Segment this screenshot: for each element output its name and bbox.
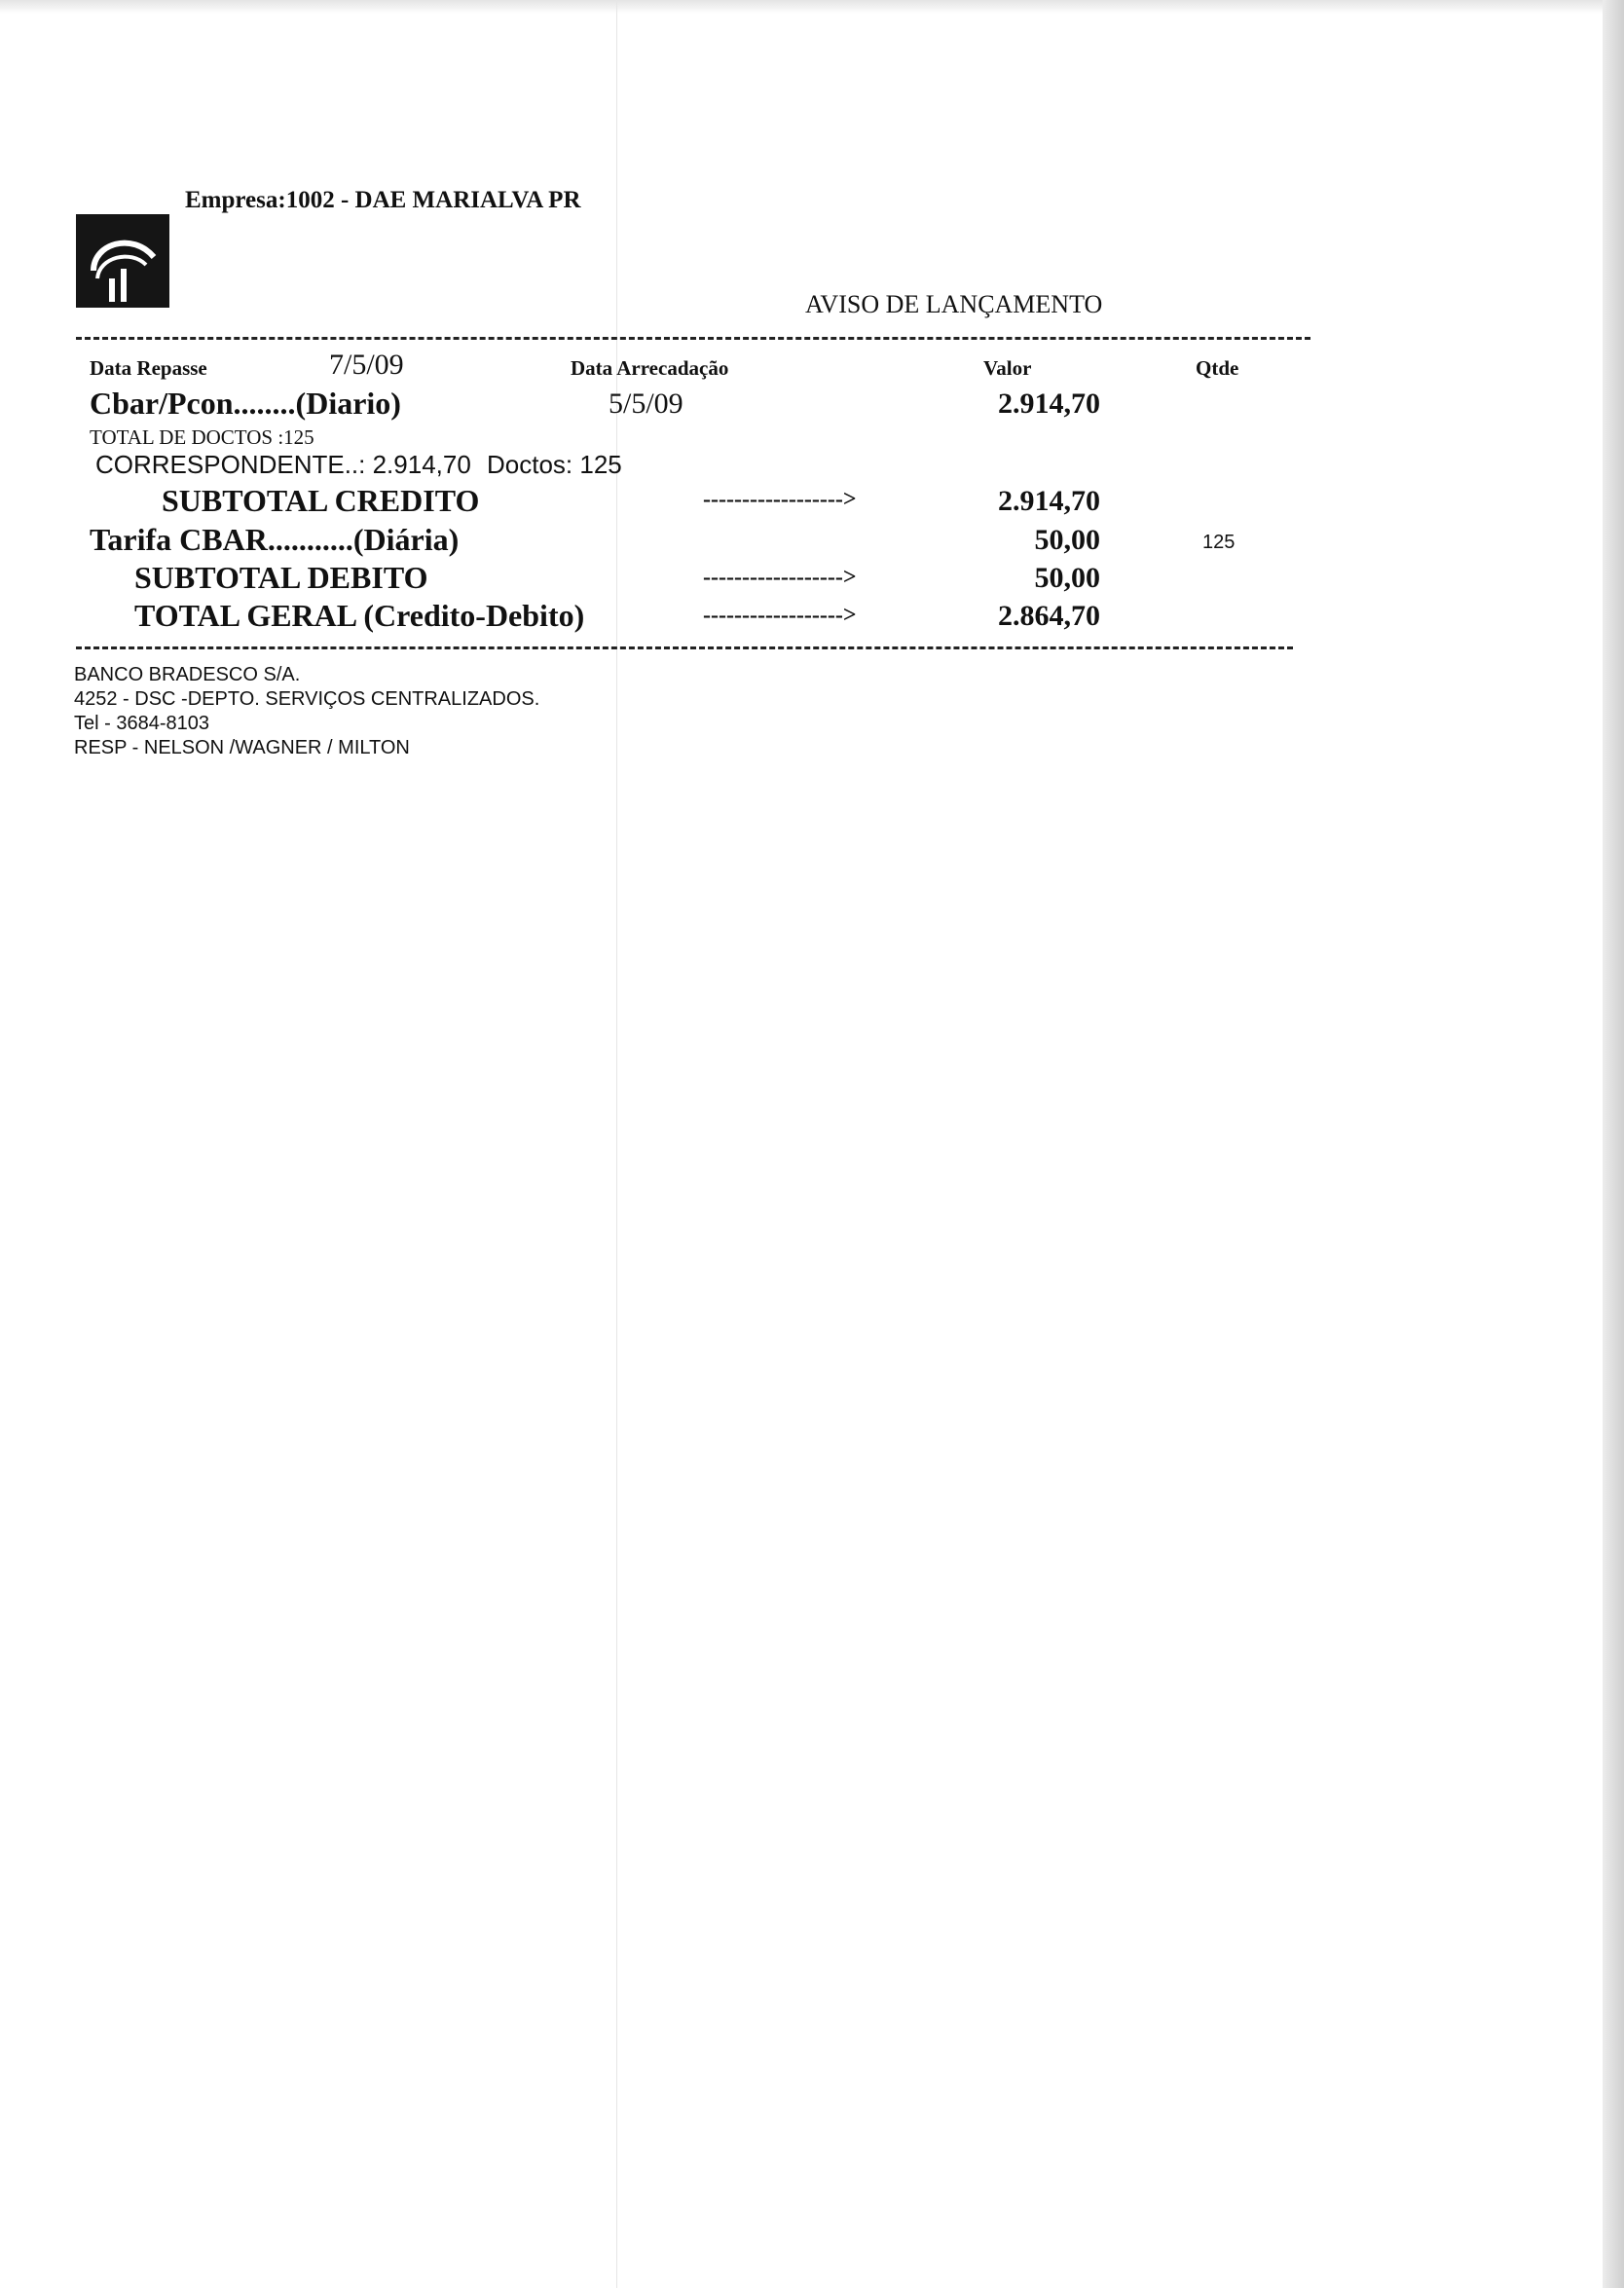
cbar-date: 5/5/09 — [609, 387, 683, 420]
data-repasse-label: Data Repasse — [90, 356, 207, 380]
page-edge-top — [0, 0, 1624, 14]
qtde-label: Qtde — [1196, 356, 1239, 380]
subtotal-credito-value: 2.914,70 — [998, 485, 1100, 517]
doctos-count: Doctos: 125 — [487, 450, 622, 479]
tarifa-label: Tarifa CBAR...........(Diária) — [90, 522, 460, 557]
footer-bank: BANCO BRADESCO S/A. — [74, 664, 301, 685]
correspondente: CORRESPONDENTE..: 2.914,70 — [95, 450, 471, 479]
valor-label: Valor — [983, 356, 1032, 380]
total-geral-value: 2.864,70 — [998, 600, 1100, 632]
bottom-divider — [76, 646, 1293, 649]
subtotal-credito-arrow: ------------------> — [703, 487, 857, 512]
total-geral-arrow: ------------------> — [703, 603, 857, 628]
doc-title: AVISO DE LANÇAMENTO — [805, 290, 1103, 318]
footer-department: 4252 - DSC -DEPTO. SERVIÇOS CENTRALIZADOS. — [74, 688, 540, 710]
data-arrecadacao-label: Data Arrecadação — [571, 356, 729, 380]
bradesco-tree-logo-icon — [76, 214, 169, 308]
total-geral-label: TOTAL GERAL (Credito-Debito) — [134, 598, 585, 633]
total-doctos: TOTAL DE DOCTOS :125 — [90, 425, 314, 449]
page-edge-right — [1603, 0, 1624, 2288]
subtotal-debito-arrow: ------------------> — [703, 565, 857, 590]
cbar-value: 2.914,70 — [998, 387, 1100, 420]
cbar-label: Cbar/Pcon........(Diario) — [90, 386, 401, 421]
footer-phone: Tel - 3684-8103 — [74, 713, 209, 734]
fold-line — [616, 0, 617, 2288]
subtotal-debito-label: SUBTOTAL DEBITO — [134, 560, 428, 595]
tarifa-value: 50,00 — [1034, 524, 1100, 556]
top-divider — [76, 337, 1310, 340]
subtotal-debito-value: 50,00 — [1034, 562, 1100, 594]
tarifa-qtde: 125 — [1202, 532, 1236, 553]
footer-responsible: RESP - NELSON /WAGNER / MILTON — [74, 737, 410, 758]
company-name: Empresa:1002 - DAE MARIALVA PR — [185, 187, 581, 213]
data-repasse-value: 7/5/09 — [329, 349, 404, 381]
subtotal-credito-label: SUBTOTAL CREDITO — [162, 483, 480, 518]
